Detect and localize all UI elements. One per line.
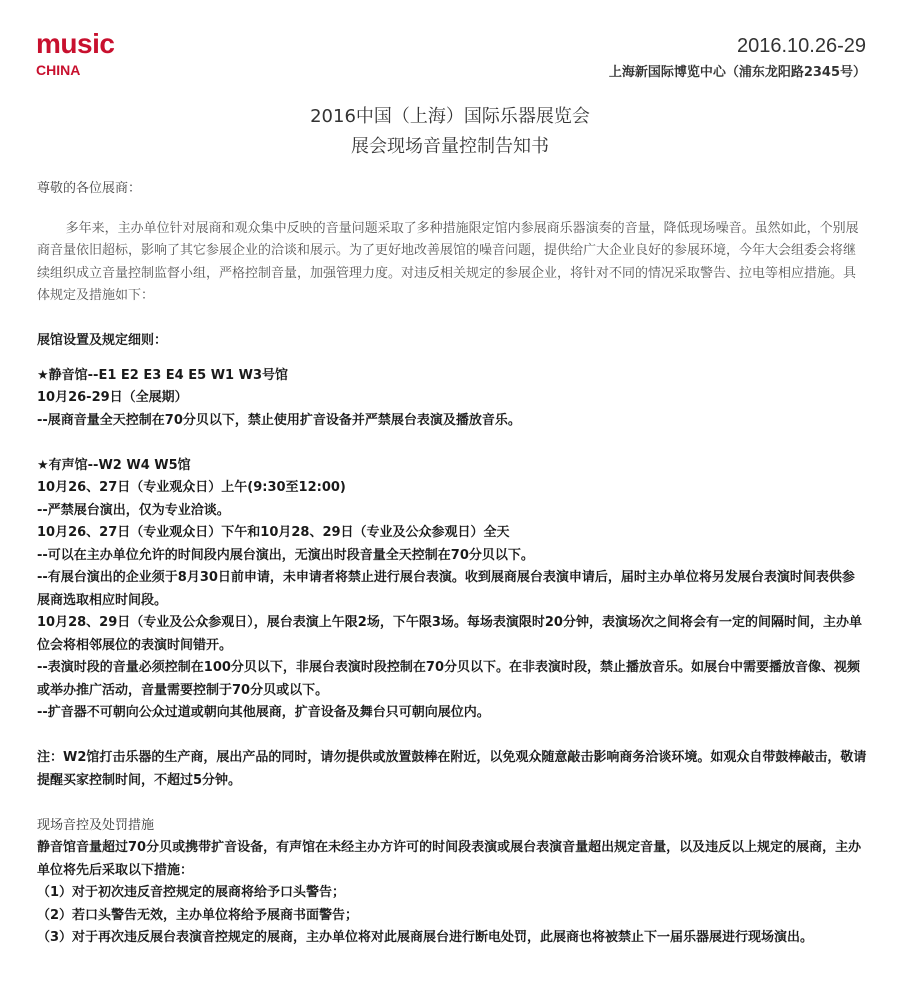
sound-hall-line: --表演时段的音量必须控制在100分贝以下，非展台表演时段控制在70分贝以下。在非表演时段，禁止播放音乐。如展台中需要播放音像、视频或举办推广活动，音量需要控制于70分贝或以下。	[37, 660, 861, 698]
rules-heading: 展馆设置及规定细则：	[37, 333, 168, 348]
penalty-item: （1）对于初次违反音控规定的展商将给予口头警告；	[37, 885, 346, 900]
document-body	[37, 178, 867, 950]
intro-paragraph: 多年来，主办单位针对展商和观众集中反映的音量问题采取了多种措施限定馆内参展商乐器演奏的音量，降低现场噪音。虽然如此，个别展商音量依旧超标，影响了其它参展企业的洽谈和展示。为了更好地改善展馆的噪音问题，提供给广大企业良好的参展环境，今年大会组委会将继续组织成立音量控制监督小组，严格控制音量，加强管理力度。对违反相关规定的参展企业，将针对不同的情况采取警告、拉电等相应措施。具体规定及措施如下：	[37, 220, 859, 303]
drum-note: 注：W2馆打击乐器的生产商，展出产品的同时，请勿提供或放置鼓棒在附近，以免观众随意敲击影响商务洽谈环境。如观众自带鼓棒敲击，敬请提醒买家控制时间，不超过5分钟。	[37, 750, 867, 788]
document-title	[0, 102, 900, 162]
logo-china-text: CHINA	[36, 62, 81, 78]
sound-hall-line: 10月26、27日（专业观众日）下午和10月28、29日（专业及公众参观日）全天	[37, 525, 510, 540]
event-info	[609, 34, 866, 82]
sound-hall-line: 10月28、29日（专业及公众参观日），展台表演上午限2场，下午限3场。每场表演限时20分钟，表演场次之间将会有一定的间隔时间，主办单位会将相邻展位的表演时间错开。	[37, 615, 862, 653]
penalty-intro: 静音馆音量超过70分贝或携带扩音设备，有声馆在未经主办方许可的时间段表演或展台表演音量超出规定音量，以及违反以上规定的展商，主办单位将先后采取以下措施：	[37, 840, 862, 878]
quiet-hall-line: 10月26-29日（全展期）	[37, 390, 188, 405]
sound-hall-line: 10月26、27日（专业观众日）上午(9:30至12:00)	[37, 480, 346, 495]
quiet-hall-title: ★静音馆--E1 E2 E3 E4 E5 W1 W3号馆	[37, 367, 288, 383]
sound-hall-line: --有展台演出的企业须于8月30日前申请，未申请者将禁止进行展台表演。收到展商展台表演申请后，届时主办单位将另发展台表演时间表供参展商选取相应时间段。	[37, 570, 855, 608]
sound-hall-line: --可以在主办单位允许的时间段内展台演出，无演出时段音量全天控制在70分贝以下。	[37, 547, 534, 563]
sound-hall-line: --扩音器不可朝向公众过道或朝向其他展商，扩音设备及舞台只可朝向展位内。	[37, 705, 490, 720]
penalty-item: （2）若口头警告无效，主办单位将给予展商书面警告；	[37, 907, 359, 923]
sound-hall-line: --严禁展台演出，仅为专业洽谈。	[37, 502, 230, 518]
music-china-logo	[36, 30, 114, 78]
sound-hall-title: ★有声馆--W2 W4 W5馆	[37, 457, 191, 473]
logo-music-text: music	[36, 28, 115, 59]
title-line-1: 2016中国（上海）国际乐器展览会	[310, 106, 590, 127]
event-venue: 上海新国际博览中心（浦东龙阳路2345号）	[608, 65, 866, 80]
quiet-hall-line: --展商音量全天控制在70分贝以下，禁止使用扩音设备并严禁展台表演及播放音乐。	[37, 412, 521, 428]
event-date: 2016.10.26-29	[736, 35, 866, 57]
penalty-item: （3）对于再次违反展台表演音控规定的展商，主办单位将对此展商展台进行断电处罚，此展商也将被禁止下一届乐器展进行现场演出。	[37, 930, 814, 945]
salutation: 尊敬的各位展商：	[37, 181, 142, 196]
penalty-heading: 现场音控及处罚措施	[37, 817, 155, 833]
title-line-2: 展会现场音量控制告知书	[351, 136, 549, 157]
